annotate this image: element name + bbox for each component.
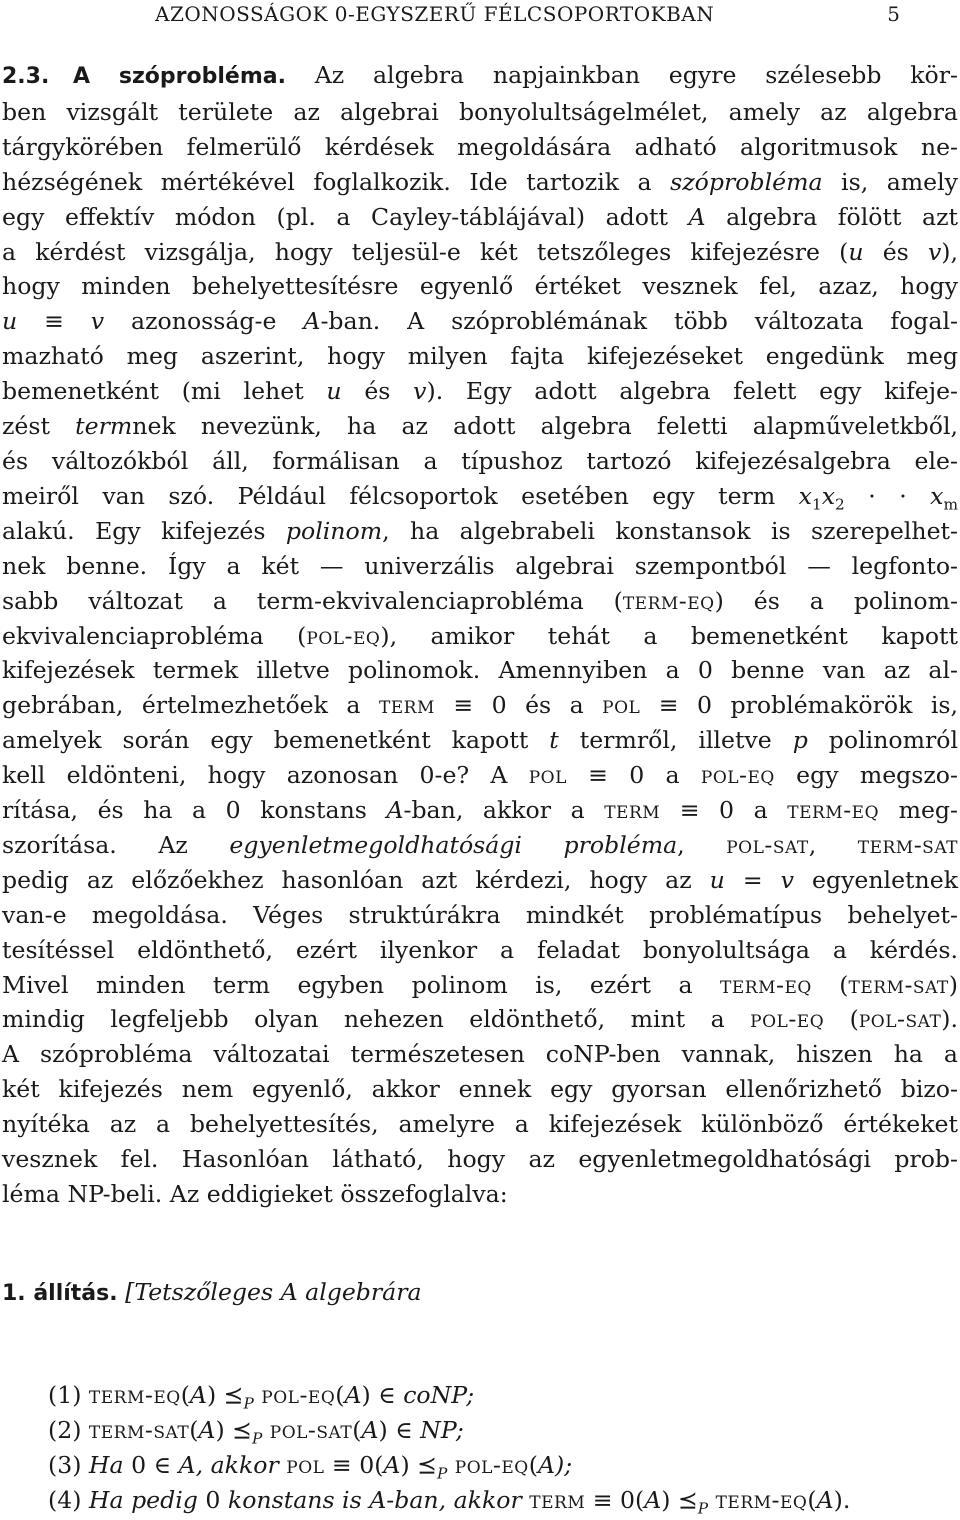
text-run: Mivel minden term egyben polinom is, ezért a xyxy=(2,970,721,999)
text-run: term-eq xyxy=(622,586,715,615)
paragraph-line xyxy=(2,409,958,444)
text-run: nek nevezünk, ha az adott algebra feletti alapműveletkből, xyxy=(132,412,958,441)
text-run: hézségének mértékével foglalkozik. Ide tartozik a xyxy=(2,167,671,196)
text-run: 1 xyxy=(811,495,822,514)
paragraph-line xyxy=(2,200,958,235)
text-run: (4) xyxy=(48,1486,89,1514)
text-run xyxy=(447,1451,455,1479)
text-run: ( xyxy=(528,1451,538,1479)
text-run: tesítéssel eldönthető, ezért ilyenkor a feladat bonyolultsága a kérdés. xyxy=(2,935,958,964)
text-run: ). xyxy=(833,1486,851,1514)
text-run: ) xyxy=(948,970,958,999)
text-run: ≡ 0( xyxy=(585,1486,645,1514)
text-run: ) ⪯ xyxy=(215,1416,252,1444)
text-run: ( xyxy=(180,1381,190,1409)
text-run: ( xyxy=(335,1381,345,1409)
text-run: és változókból áll, formálisan a típushoz tartozó kifejezésalgebra ele- xyxy=(2,446,958,475)
text-run: A xyxy=(303,307,321,336)
paragraph-line xyxy=(2,165,958,200)
text-run: pol-eq xyxy=(700,761,775,790)
text-run: ) ⪯ xyxy=(400,1451,437,1479)
paragraph-line xyxy=(2,653,958,688)
text-run: P xyxy=(436,1464,448,1483)
text-run xyxy=(262,1416,270,1444)
paragraph-line xyxy=(2,898,958,933)
text-run: ( xyxy=(189,1416,199,1444)
text-run: A xyxy=(361,1416,379,1444)
text-run: egy megszo- xyxy=(774,761,958,790)
text-run: két kifejezés nem egyenlő, akkor ennek egy gyorsan ellenőrizhető bizo- xyxy=(2,1075,958,1104)
text-run: term xyxy=(529,1486,586,1514)
text-run: konstans is A xyxy=(227,1486,387,1514)
text-run xyxy=(708,1486,716,1514)
text-run: A xyxy=(189,1381,207,1409)
text-run: alakú. Egy kifejezés xyxy=(2,516,286,545)
text-run: x xyxy=(821,481,836,510)
text-run: term-sat xyxy=(857,830,959,859)
text-run: ). Egy adott algebra felett egy kifeje- xyxy=(426,377,959,406)
text-run: term-eq xyxy=(720,970,812,999)
text-run: A, akkor xyxy=(178,1451,279,1479)
text-run: u xyxy=(2,307,18,336)
text-run: 0 ∈ xyxy=(123,1451,179,1479)
theorem-item xyxy=(48,1483,958,1518)
paragraph-line xyxy=(2,933,958,968)
text-run: egyenletmegoldhatósági probléma xyxy=(229,830,678,859)
text-run: van-e megoldása. Véges struktúrákra mindkét problématípus behelyet- xyxy=(2,900,958,929)
text-run: term-sat xyxy=(88,1416,190,1444)
text-run: ( xyxy=(824,1005,859,1034)
paragraph-line xyxy=(2,444,958,479)
paragraph-line xyxy=(2,968,958,1003)
paragraph-line xyxy=(2,269,958,304)
text-run: p xyxy=(792,726,808,755)
text-run: pol-eq xyxy=(261,1381,336,1409)
text-run: ). xyxy=(941,1005,958,1034)
page-number: 5 xyxy=(887,2,900,26)
text-run: ), amikor tehát a bemenetként kapott xyxy=(380,621,958,650)
paragraph-line xyxy=(2,304,958,339)
paragraph-line xyxy=(2,619,958,654)
text-run: pol-eq xyxy=(454,1451,529,1479)
text-run: pol xyxy=(528,761,567,790)
theorem-item xyxy=(48,1378,958,1413)
running-header-title: AZONOSSÁGOK 0-EGYSZERŰ FÉLCSOPORTOKBAN xyxy=(155,2,715,26)
text-run: kell eldönteni, hogy azonosan 0-e? A xyxy=(2,761,529,790)
text-run: term xyxy=(75,412,133,441)
text-run: és xyxy=(341,377,414,406)
text-run: pol xyxy=(602,691,641,720)
text-run: ≡ 0 a xyxy=(566,761,701,790)
text-run: P xyxy=(697,1499,709,1518)
text-run: v xyxy=(927,237,942,266)
text-run: hogy minden behelyettesítésre egyenlő értéket vesznek fel, azaz, hogy xyxy=(2,272,958,301)
text-run: m xyxy=(943,495,958,514)
paragraph-line xyxy=(2,130,958,165)
text-run: 0 xyxy=(197,1486,228,1514)
text-run: , xyxy=(808,830,858,859)
paragraph-line xyxy=(2,1177,958,1212)
text-run: ≡ 0 problémakörök is, xyxy=(640,691,959,720)
text-run: azonosság-e xyxy=(104,307,304,336)
text-run: (1) xyxy=(48,1381,89,1409)
text-run: ( xyxy=(811,970,849,999)
paragraph-line xyxy=(2,235,958,270)
text-run: -ban, akkor a xyxy=(403,796,605,825)
text-run: v xyxy=(780,865,794,894)
body-paragraph xyxy=(2,58,958,1212)
text-run: A xyxy=(688,202,706,231)
text-run: A xyxy=(198,1416,216,1444)
text-run: ban, akkor xyxy=(394,1486,522,1514)
text-run: meg- xyxy=(879,796,958,825)
text-run: ( xyxy=(352,1416,362,1444)
text-run: A xyxy=(383,1451,401,1479)
text-run: egyenletnek xyxy=(794,865,958,894)
text-run: (3) xyxy=(48,1451,89,1479)
text-run: pol-sat xyxy=(858,1005,942,1034)
text-run: amelyek során egy bemenetként kapott xyxy=(2,726,550,755)
text-run: ) ⪯ xyxy=(206,1381,244,1409)
text-run: x xyxy=(798,481,812,510)
text-run: szóprobléma xyxy=(670,167,823,196)
text-run: polinom xyxy=(285,516,383,545)
text-run: pol-sat xyxy=(726,830,809,859)
text-run: term xyxy=(378,691,435,720)
theorem-item xyxy=(48,1448,958,1483)
text-run: coNP; xyxy=(403,1381,475,1409)
text-run: term-eq xyxy=(715,1486,808,1514)
text-run: vesznek fel. Hasonlóan látható, hogy az egyenletmegoldhatósági prob- xyxy=(2,1145,958,1174)
text-run: Ha pedig xyxy=(88,1486,198,1514)
text-run: ) és a polinom- xyxy=(714,586,958,615)
text-run: -ban. A szóproblémának több változata fogal- xyxy=(320,307,958,336)
paragraph-line xyxy=(2,514,958,549)
text-run: term xyxy=(604,796,661,825)
text-run: Ha xyxy=(88,1451,124,1479)
paragraph-line xyxy=(2,688,958,723)
theorem-item xyxy=(48,1413,958,1448)
text-run: - xyxy=(386,1486,395,1514)
paragraph-line xyxy=(2,339,958,374)
text-run: v xyxy=(413,377,427,406)
text-run: A xyxy=(344,1381,362,1409)
text-run: t xyxy=(549,726,559,755)
text-run: ≡ 0 és a xyxy=(434,691,603,720)
text-run: ), xyxy=(941,237,958,266)
text-run: termről, illetve xyxy=(558,726,793,755)
text-run: = xyxy=(724,865,781,894)
text-run: term-eq xyxy=(787,796,880,825)
paragraph-line xyxy=(2,758,958,793)
text-run: kifejezések termek illetve polinomok. Amennyiben a 0 benne van az al- xyxy=(2,656,958,685)
text-run: A xyxy=(644,1486,662,1514)
theorem-label: 1. állítás. xyxy=(2,1281,118,1306)
text-run: ( xyxy=(807,1486,817,1514)
text-run: léma NP-beli. Az eddigieket összefoglalva: xyxy=(2,1180,508,1208)
text-run: nek benne. Így a két — univerzális algebrai szempontból — legfonto- xyxy=(2,551,958,580)
text-run: mindig legfeljebb olyan nehezen eldönthető, mint a xyxy=(2,1005,751,1034)
text-run: tárgykörében felmerülő kérdések megoldására adható algoritmusok ne- xyxy=(2,132,958,161)
text-run: ≡ xyxy=(17,307,91,336)
theorem-statement xyxy=(2,1278,958,1306)
text-run: nyítéka az a behelyettesítés, amelyre a kifejezések különböző értékeket xyxy=(2,1110,958,1139)
text-run: u xyxy=(848,237,864,266)
text-run: x xyxy=(930,481,944,510)
paragraph-line xyxy=(2,1037,958,1072)
text-run: ≡ 0 a xyxy=(660,796,788,825)
text-run: ≡ 0( xyxy=(324,1451,384,1479)
paragraph-line xyxy=(2,1072,958,1107)
text-run: sabb változat a term-ekvivalenciaprobléma ( xyxy=(2,586,623,615)
text-run: 2 xyxy=(835,495,845,514)
paragraph-line xyxy=(2,95,958,130)
text-run: és xyxy=(863,237,928,266)
text-run: zést xyxy=(2,412,76,441)
text-run: NP; xyxy=(420,1416,464,1444)
paragraph-line xyxy=(2,1142,958,1177)
paragraph-line xyxy=(2,58,958,95)
text-run: ben vizsgált területe az algebrai bonyolultságelmélet, amely az algebra xyxy=(2,97,958,126)
text-run: u xyxy=(326,377,342,406)
paragraph-line xyxy=(2,549,958,584)
text-run: A xyxy=(537,1451,556,1479)
text-run: ) ∈ xyxy=(378,1416,421,1444)
text-run: gebrában, értelmezhetőek a xyxy=(2,691,379,720)
paragraph-line xyxy=(2,828,958,863)
text-run: , xyxy=(677,830,727,859)
text-run: egy effektív módon (pl. a Cayley-táblájával) adott xyxy=(2,202,689,231)
theorem-text: [Tetszőleges A algebrára xyxy=(125,1278,422,1306)
text-run: ); xyxy=(555,1451,573,1479)
text-run: polinomról xyxy=(807,726,958,755)
text-run: Az algebra napjainkban egyre szélesebb kör- xyxy=(285,61,959,89)
text-run: rítása, és ha a 0 konstans xyxy=(2,796,387,825)
text-run: A xyxy=(816,1486,834,1514)
theorem-items-list xyxy=(48,1378,958,1518)
text-run: pol xyxy=(286,1451,325,1479)
text-run: a kérdést vizsgálja, hogy teljesül-e két tetszőleges kifejezésre ( xyxy=(2,237,849,266)
text-run: ) ∈ xyxy=(361,1381,404,1409)
text-run: A szóprobléma változatai természetesen coNP-ben vannak, hiszen ha a xyxy=(2,1040,958,1069)
text-run: term-eq xyxy=(88,1381,181,1409)
text-run: pol-eq xyxy=(306,621,381,650)
text-run: mazható meg aszerint, hogy milyen fajta kifejezéseket engedünk meg xyxy=(2,342,958,371)
text-run: pol-sat xyxy=(269,1416,353,1444)
text-run: meiről van szó. Például félcsoportok esetében egy term xyxy=(2,481,799,510)
text-run: pol-eq xyxy=(750,1005,825,1034)
paragraph-line xyxy=(2,793,958,828)
paragraph-line xyxy=(2,1107,958,1142)
section-number: 2.3. xyxy=(2,64,50,89)
text-run: term-sat xyxy=(848,970,949,999)
text-run: u xyxy=(709,865,725,894)
text-run: pedig az előzőekhez hasonlóan azt kérdezi, hogy az xyxy=(2,865,710,894)
text-run: v xyxy=(90,307,105,336)
text-run: is, amely xyxy=(822,167,958,196)
text-run: P xyxy=(243,1394,254,1413)
paragraph-line xyxy=(2,374,958,409)
section-title: A szóprobléma. xyxy=(72,64,286,89)
text-run: ekvivalenciaprobléma ( xyxy=(2,621,307,650)
text-run: bemenetként (mi lehet xyxy=(2,377,327,406)
text-run: ) ⪯ xyxy=(661,1486,698,1514)
text-run: P xyxy=(251,1429,263,1448)
text-run: (2) xyxy=(48,1416,89,1444)
paragraph-line xyxy=(2,1002,958,1037)
paragraph-line xyxy=(2,863,958,898)
paragraph-line xyxy=(2,723,958,758)
text-run: A xyxy=(386,796,404,825)
text-run: algebra fölött azt xyxy=(705,202,958,231)
paragraph-line xyxy=(2,584,958,619)
paragraph-line xyxy=(2,479,958,514)
text-run: szorítása. Az xyxy=(2,830,230,859)
text-run: · · xyxy=(844,481,931,510)
text-run: , ha algebrabeli konstansok is szerepelhet- xyxy=(382,516,958,545)
